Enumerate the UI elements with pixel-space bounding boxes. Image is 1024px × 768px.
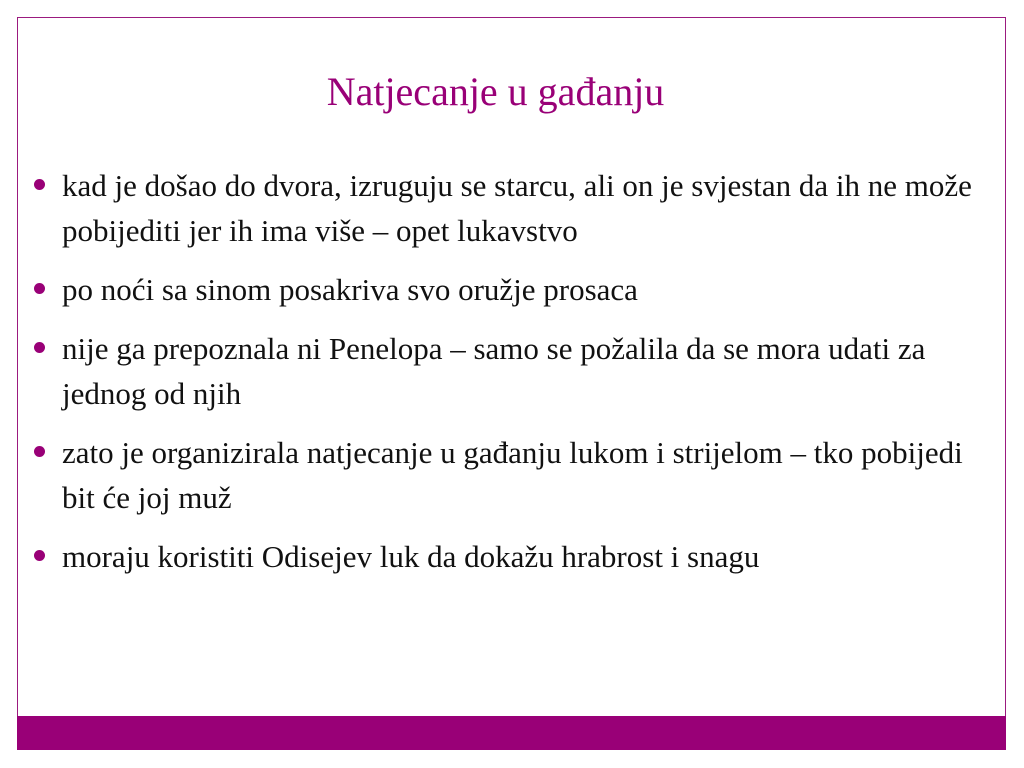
bullet-list bbox=[34, 163, 984, 593]
bullet-item bbox=[34, 534, 984, 579]
bullet-item bbox=[34, 267, 984, 312]
bullet-dot-icon bbox=[34, 179, 45, 190]
footer-accent-bar bbox=[17, 716, 1006, 750]
bullet-dot-icon bbox=[34, 446, 45, 457]
bullet-dot-icon bbox=[34, 283, 45, 294]
bullet-item bbox=[34, 163, 984, 253]
bullet-text: nije ga prepoznala ni Penelopa – samo se požalila da se mora udati za jednog od njih bbox=[62, 331, 926, 411]
bullet-text: kad je došao do dvora, izruguju se starcu, ali on je svjestan da ih ne može pobijediti jer ih ima više – opet lukavstvo bbox=[62, 168, 972, 248]
bullet-text: zato je organizirala natjecanje u gađanju lukom i strijelom – tko pobijedi bit će joj muž bbox=[62, 435, 963, 515]
bullet-text: moraju koristiti Odisejev luk da dokažu hrabrost i snagu bbox=[62, 539, 760, 574]
bullet-item bbox=[34, 430, 984, 520]
bullet-dot-icon bbox=[34, 342, 45, 353]
slide-title: Natjecanje u gađanju bbox=[326, 69, 665, 114]
bullet-dot-icon bbox=[34, 550, 45, 561]
bullet-item bbox=[34, 326, 984, 416]
bullet-text: po noći sa sinom posakriva svo oružje prosaca bbox=[62, 272, 638, 307]
